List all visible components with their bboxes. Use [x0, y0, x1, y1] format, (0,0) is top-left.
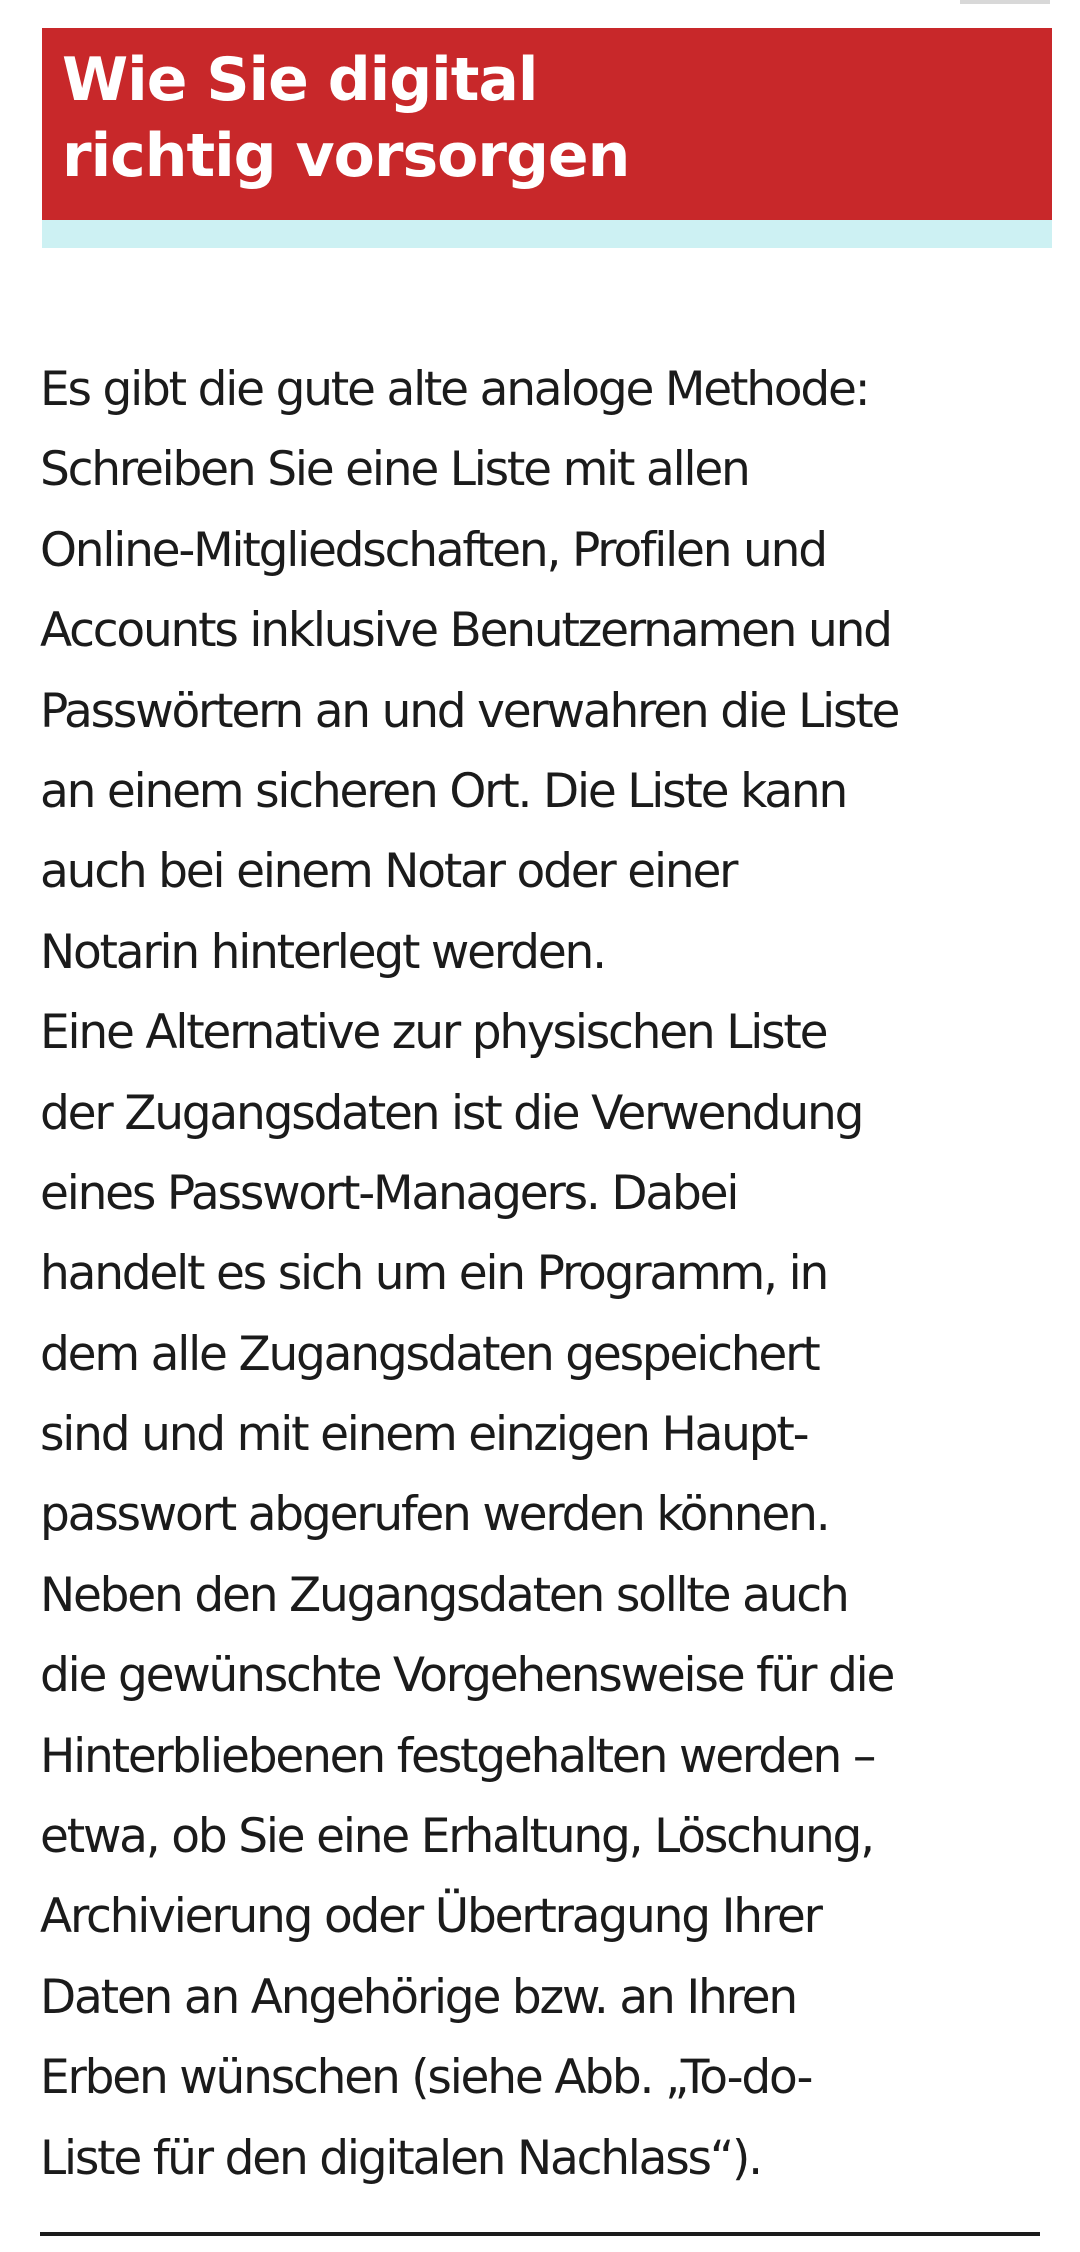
body-line: Eine Alternative zur physischen Liste	[40, 1005, 827, 1061]
bottom-divider	[40, 2232, 1040, 2236]
body-line: Daten an Angehörige bzw. an Ihren	[40, 1969, 796, 2025]
body-line: Es gibt die gute alte analoge Methode:	[40, 362, 869, 417]
body-line: Erben wünschen (siehe Abb. „To-do-	[40, 2050, 812, 2106]
body-line: Passwörtern an und verwahren die Liste	[40, 683, 899, 739]
body-line: handelt es sich um ein Programm, in	[40, 1246, 828, 1302]
body-line: eines Passwort-Managers. Dabei	[40, 1165, 738, 1221]
body-line: Schreiben Sie eine Liste mit allen	[40, 442, 749, 498]
body-line: dem alle Zugangsdaten gespeichert	[40, 1326, 819, 1382]
body-line: Notarin hinterlegt werden.	[40, 924, 605, 980]
body-line: Liste für den digitalen Nachlass“).	[40, 2130, 761, 2186]
article-title-line-1: Wie Sie digital	[62, 45, 538, 115]
body-line: an einem sicheren Ort. Die Liste kann	[40, 763, 847, 819]
body-line: Online-Mitgliedschaften, Profilen und	[40, 522, 826, 578]
body-line: Hinterbliebenen festgehalten werden –	[40, 1728, 875, 1784]
body-line: auch bei einem Notar oder einer	[40, 844, 737, 900]
header-accent-stripe	[42, 220, 1052, 248]
top-divider	[960, 0, 1050, 4]
article-title-line-2: richtig vorsorgen	[62, 121, 630, 191]
body-line: der Zugangsdaten ist die Verwendung	[40, 1085, 863, 1141]
body-line: die gewünschte Vorgehensweise für die	[40, 1648, 894, 1704]
article-title	[62, 42, 629, 194]
article-header	[42, 28, 1052, 220]
body-line: etwa, ob Sie eine Erhaltung, Löschung,	[40, 1809, 873, 1865]
body-line: Archivierung oder Übertragung Ihrer	[40, 1889, 821, 1945]
body-line: passwort abgerufen werden können.	[40, 1487, 829, 1543]
body-line: sind und mit einem einzigen Haupt-	[40, 1407, 808, 1463]
body-line: Accounts inklusive Benutzernamen und	[40, 603, 891, 659]
article-body	[40, 350, 1060, 2199]
body-line: Neben den Zugangsdaten sollte auch	[40, 1567, 848, 1623]
